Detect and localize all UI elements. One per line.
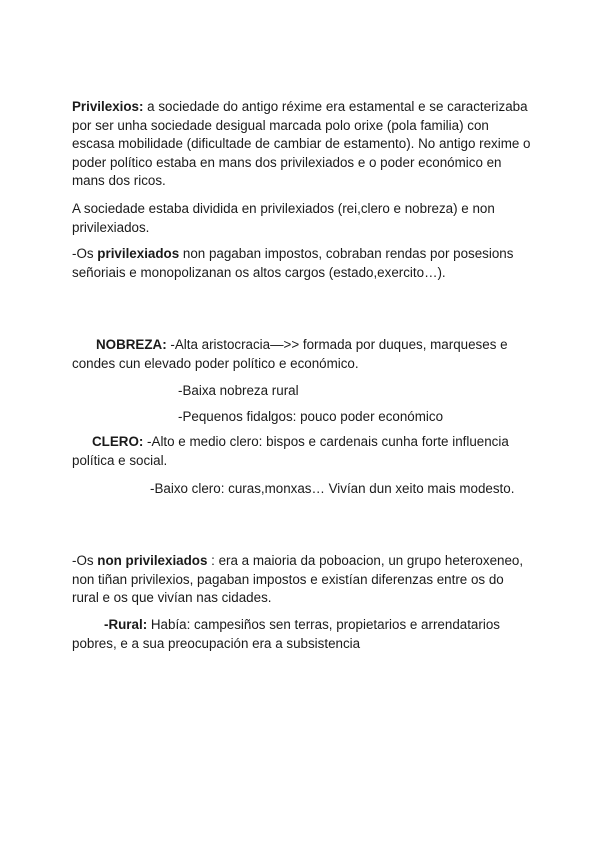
intro-heading: Privilexios:: [72, 99, 144, 114]
clergy-low-paragraph: -Baixo clero: curas,monxas… Vivían dun xeito mais modesto.: [150, 481, 515, 496]
nobility-label: NOBREZA:: [96, 337, 167, 352]
non-privileged-paragraph: [72, 552, 532, 608]
privileged-prefix: -Os: [72, 246, 98, 261]
nobility-small-paragraph: -Pequenos fidalgos: pouco poder económico: [178, 409, 444, 424]
non-privileged-prefix: -Os: [72, 553, 98, 568]
privileged-text: non pagaban impostos, cobraban rendas por posesions señoriais e monopolizanan os altos cargos (estado,exercito…).: [72, 246, 514, 280]
intro-paragraph: [72, 98, 532, 191]
nobility-high-text: -Alta aristocracia—>> formada por duques, marqueses e condes cun elevado poder político e económico.: [72, 337, 508, 371]
clergy-high-text: -Alto e medio clero: bispos e cardenais cunha forte influencia política e social.: [72, 434, 509, 468]
intro-text: a sociedade do antigo réxime era estamental e se caracterizaba por ser unha sociedade desigual marcada polo orixe (pola familia) con escasa mobilidade (dificultade de cambiar de estamento). No antigo rexime o poder político estaba en mans dos privilexiados e o poder económico en mans dos ricos.: [72, 99, 531, 188]
clergy-high-paragraph: [72, 433, 532, 470]
non-privileged-term: non privilexiados: [97, 553, 208, 568]
privileged-paragraph: [72, 245, 532, 282]
clergy-label: CLERO:: [92, 434, 144, 449]
rural-text: Había: campesiños sen terras, propietarios e arrendatarios pobres, e a sua preocupación era a subsistencia: [72, 617, 500, 651]
nobility-high-paragraph: [72, 336, 542, 373]
privileged-term: privilexiados: [97, 246, 180, 261]
non-privileged-text: : era a maioria da poboacion, un grupo heteroxeneo, non tiñan privilexios, pagaban impostos e existían diferenzas entre os do rural e os que vivían nas cidades.: [72, 553, 524, 605]
division-paragraph: A sociedade estaba dividida en privilexiados (rei,clero e nobreza) e non privilexiados.: [72, 201, 495, 235]
rural-label: -Rural:: [104, 617, 148, 632]
nobility-low-paragraph: -Baixa nobreza rural: [178, 383, 299, 398]
rural-paragraph: [72, 616, 532, 653]
